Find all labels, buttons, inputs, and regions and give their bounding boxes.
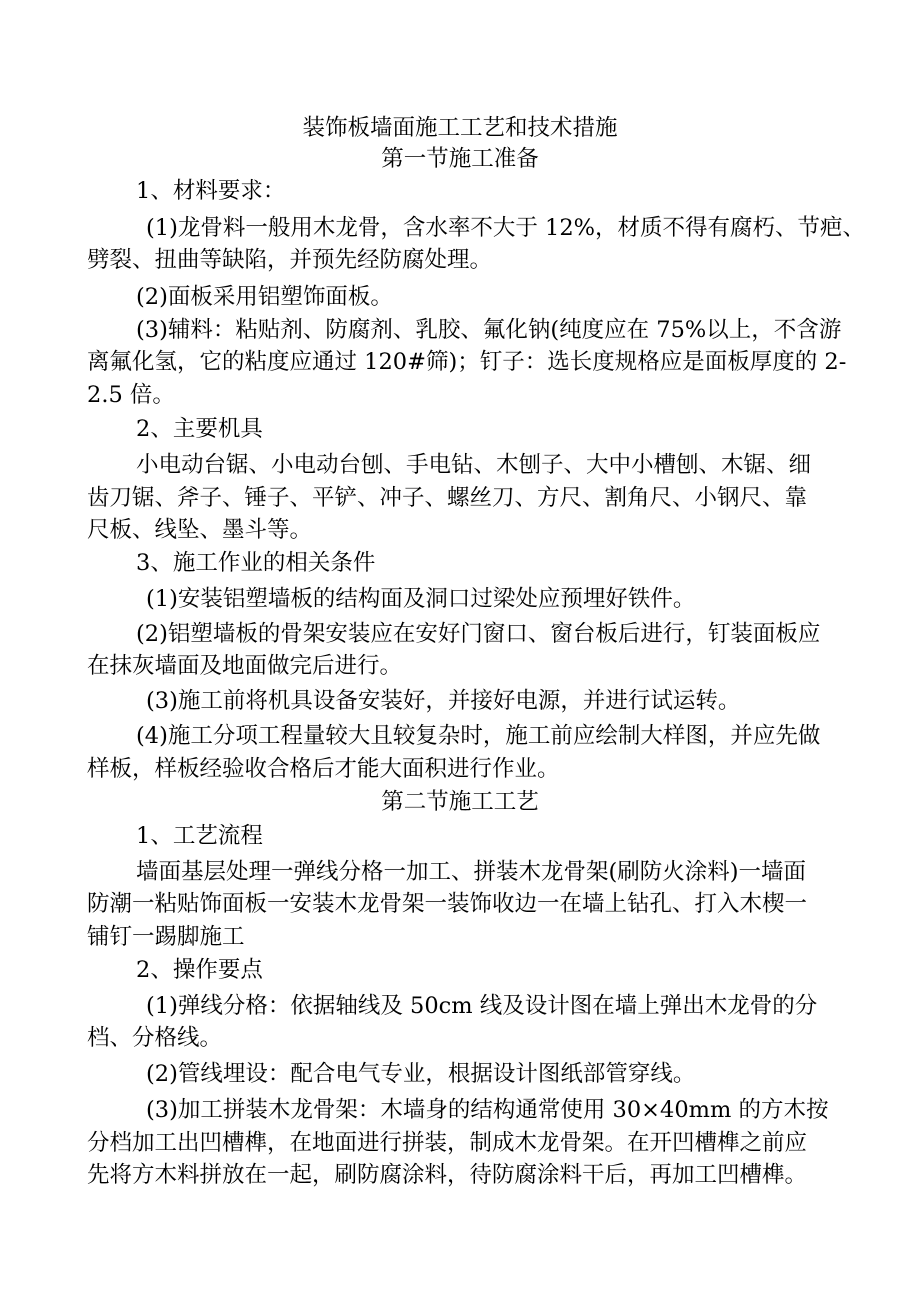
section-1-heading: 第一节施工准备 [381, 146, 539, 172]
s1-item1-heading: 1、材料要求： [136, 178, 286, 204]
s2-item2-heading: 2、操作要点 [136, 957, 263, 983]
s1-item1-p2: (2)面板采用铝塑饰面板。 [136, 284, 393, 310]
s1-item3-p2-line2: 在抹灰墙面及地面做完后进行。 [87, 653, 403, 679]
s1-item3-p2-line1: (2)铝塑墙板的骨架安装应在安好门窗口、窗台板后进行，钉装面板应 [136, 621, 821, 647]
s1-item2-line1: 小电动台锯、小电动台刨、手电钻、木刨子、大中小槽刨、木锯、细 [136, 452, 812, 478]
s2-item1-heading: 1、工艺流程 [136, 823, 263, 849]
s1-item1-p3-line3: 2.5 倍。 [87, 382, 175, 408]
s2-item1-line1: 墙面基层处理一弹线分格一加工、拼装木龙骨架(刷防火涂料)一墙面 [136, 859, 807, 885]
s1-item1-p3-line1: (3)辅料：粘贴剂、防腐剂、乳胶、氟化钠(纯度应在 75%以上，不含游 [136, 317, 842, 343]
s2-item2-p1-line1: (1)弹线分格：依据轴线及 50cm 线及设计图在墙上弹出木龙骨的分 [146, 993, 818, 1019]
s1-item2-line2: 齿刀锯、斧子、锤子、平铲、冲子、螺丝刀、方尺、割角尺、小钢尺、靠 [87, 485, 808, 511]
s1-item1-p1-line1: (1)龙骨料一般用木龙骨，含水率不大于 12%，材质不得有腐朽、节疤、 [146, 215, 866, 241]
s1-item1-p1-line2: 劈裂、扭曲等缺陷，并预先经防腐处理。 [87, 247, 493, 273]
s2-item2-p3-line2: 分档加工出凹槽榫，在地面进行拼装，制成木龙骨架。在开凹槽榫之前应 [87, 1130, 808, 1156]
s1-item3-p4-line1: (4)施工分项工程量较大且较复杂时，施工前应绘制大样图，并应先做 [136, 723, 821, 749]
s2-item1-line3: 铺钉一踢脚施工 [87, 924, 245, 950]
s1-item3-p3: (3)施工前将机具设备安装好，并接好电源，并进行试运转。 [146, 688, 741, 714]
section-2-heading: 第二节施工工艺 [381, 789, 539, 815]
s2-item1-line2: 防潮一粘贴饰面板一安装木龙骨架一装饰收边一在墙上钻孔、打入木楔一 [87, 891, 808, 917]
s1-item3-p1: (1)安装铝塑墙板的结构面及洞口过梁处应预埋好铁件。 [146, 586, 696, 612]
s1-item1-p3-line2: 离氟化氢，它的粘度应通过 120#筛)；钉子：选长度规格应是面板厚度的 2- [87, 349, 847, 375]
s1-item3-p4-line2: 样板，样板经验收合格后才能大面积进行作业。 [87, 756, 560, 782]
s2-item2-p3-line1: (3)加工拼装木龙骨架：木墙身的结构通常使用 30×40mm 的方木按 [146, 1097, 829, 1123]
s1-item2-line3: 尺板、线坠、墨斗等。 [87, 517, 313, 543]
document-title: 装饰板墙面施工工艺和技术措施 [302, 115, 618, 141]
s2-item2-p3-line3: 先将方木料拼放在一起，刷防腐涂料，待防腐涂料干后，再加工凹槽榫。 [87, 1162, 808, 1188]
s1-item2-heading: 2、主要机具 [136, 416, 263, 442]
s2-item2-p1-line2: 档、分格线。 [87, 1025, 223, 1051]
s1-item3-heading: 3、施工作业的相关条件 [136, 550, 376, 576]
s2-item2-p2: (2)管线埋设：配合电气专业，根据设计图纸部管穿线。 [146, 1061, 696, 1087]
